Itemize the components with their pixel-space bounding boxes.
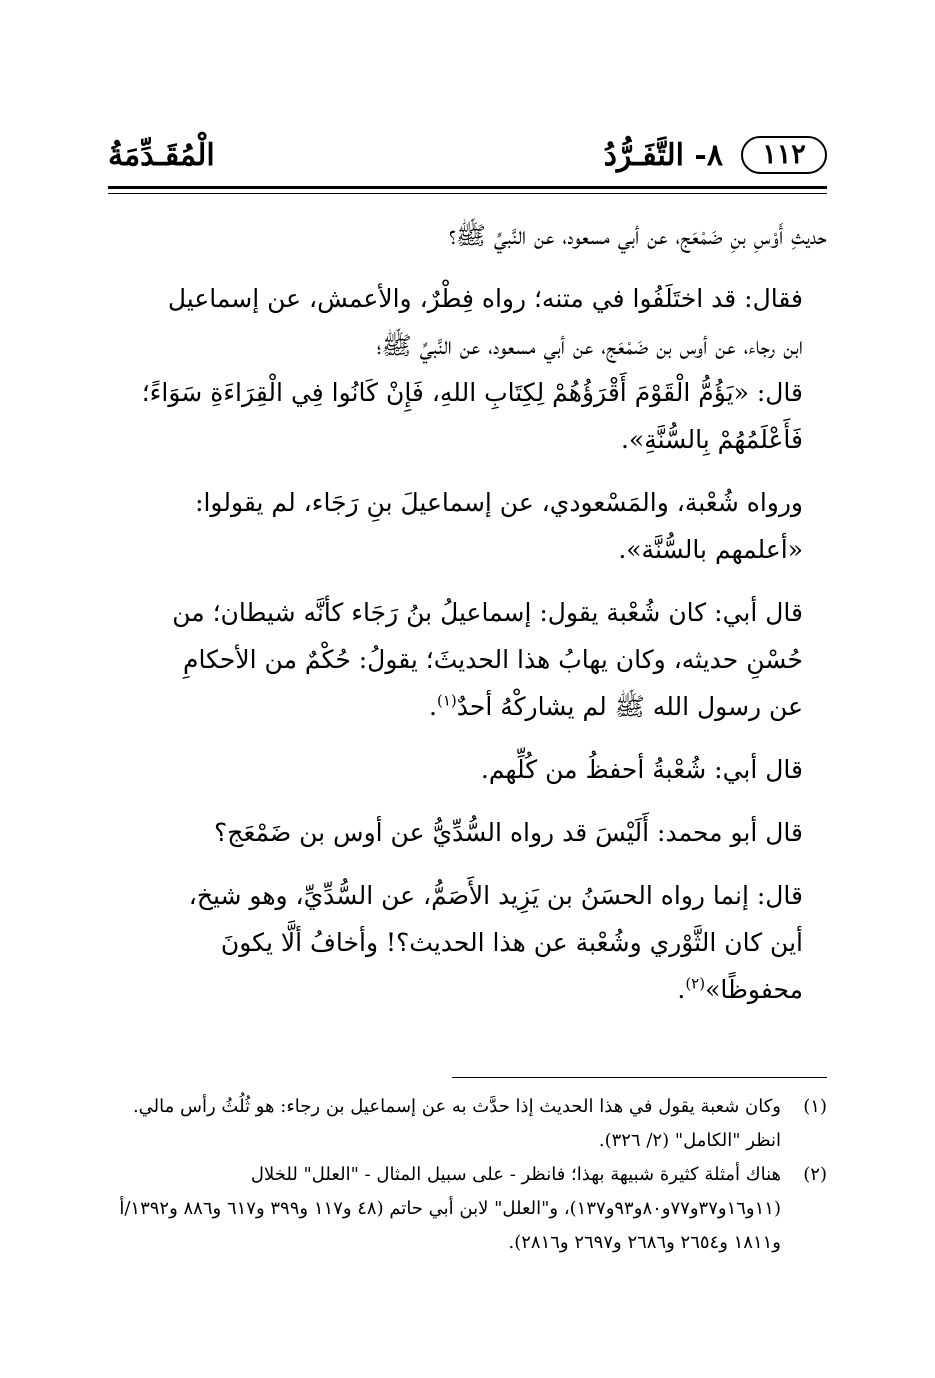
paragraph-6 bbox=[108, 809, 827, 856]
paragraph-3 bbox=[108, 479, 827, 573]
paragraph-4-end: . bbox=[429, 692, 437, 721]
footnote-2-text: هناك أمثلة كثيرة شبيهة بهذا؛ فانظر - على سبيل المثال - "العلل" للخلال (١١و١٦و٣٧و٧٧و٨٠و٩٣و١٣٧)، و"العلل" لابن أبي حاتم (٤٨ و١١٧ و٣٩٩ و٦١٧ و٨٨٦ و١٣٩٢/أ و١٨١١ و٢٦٥٤ و٢٦٨٦ و٢٦٩٧ و٢٨١٦). bbox=[119, 1164, 781, 1253]
paragraph-5-text: قال أبي: شُعْبةُ أحفظُ من كُلِّهم. bbox=[480, 755, 803, 784]
paragraph-3-line-2: «أعلمهم بالسُّنَّة». bbox=[618, 535, 803, 564]
paragraph-3-line-1: ورواه شُعْبة، والمَسْعودي، عن إسماعيلَ بنِ رَجَاء، لم يقولوا: bbox=[195, 488, 803, 517]
footnote-1-text: وكان شعبة يقول في هذا الحديث إذا حدَّث به عن إسماعيل بن رجاء: هو ثُلُثُ رأس مالي. انظر "الكامل" (٢/ ٣٢٦). bbox=[132, 1096, 781, 1151]
paragraph-7 bbox=[108, 872, 827, 1013]
footnote-ref-2: (٢) bbox=[685, 974, 706, 993]
paragraph-7-line-2: أين كان الثَّوْري وشُعْبة عن هذا الحديث؟! وأخافُ ألَّا يكونَ bbox=[220, 928, 803, 957]
footnote-1-number: (١) bbox=[803, 1096, 827, 1117]
header-rule-thin bbox=[108, 193, 827, 194]
paragraph-7-end: . bbox=[677, 975, 686, 1004]
paragraph-2-line-1: فقال: قد اختَلَفُوا في متنه؛ رواه فِطْرٌ، والأعمش، عن إسماعيل bbox=[167, 284, 803, 313]
footnote-separator bbox=[452, 1077, 827, 1078]
footnote-1 bbox=[108, 1090, 827, 1158]
paragraph-1-text: حديثِ أَوْسِ بنِ ضَمْعَج، عن أبي مسعود، عن النَّبيِّ ﷺ؟ bbox=[448, 221, 827, 250]
paragraph-4-line-3 bbox=[108, 683, 827, 730]
book-title: الْمُقَـدِّمَةُ bbox=[108, 138, 215, 173]
paragraph-7-line-1: قال: إنما رواه الحسَنُ بن يَزِيد الأَصَمُّ، عن السُّدِّيِّ، وهو شيخ، bbox=[188, 881, 803, 910]
main-text bbox=[108, 212, 827, 1029]
chapter-title: ٨- التَّفَـرُّدُ bbox=[603, 138, 723, 173]
paragraph-4-line-3-text: عن رسول الله ﷺ لم يشاركْهُ أحدٌ bbox=[456, 692, 803, 721]
paragraph-2 bbox=[108, 275, 827, 463]
page-number-badge: ١١٢ bbox=[741, 136, 827, 174]
footnote-2 bbox=[108, 1158, 827, 1260]
paragraph-7-line-3-text: محفوظًا» bbox=[705, 975, 803, 1004]
paragraph-7-line-3 bbox=[108, 966, 827, 1013]
paragraph-2-line-2: ابن رجاء، عن أوس بن ضَمْعَج، عن أبي مسعود، عن النَّبيِّ ﷺ؛ bbox=[376, 331, 803, 360]
paragraph-5 bbox=[108, 746, 827, 793]
paragraph-4-line-2: حُسْنِ حديثه، وكان يهابُ هذا الحديثَ؛ يقولُ: حُكْمٌ من الأحكامِ bbox=[183, 645, 803, 674]
paragraph-2-line-3: قال: «يَؤُمُّ الْقَوْمَ أَقْرَؤُهُمْ لِكِتَابِ اللهِ، فَإِنْ كَانُوا فِي الْقِرَاءَةِ سَوَاءً؛ bbox=[141, 378, 803, 407]
paragraph-4-line-1: قال أبي: كان شُعْبة يقول: إسماعيلُ بنُ رَجَاء كأنَّه شيطان؛ من bbox=[172, 598, 803, 627]
running-header bbox=[108, 136, 827, 182]
footnotes bbox=[108, 1090, 827, 1260]
header-rule-thick bbox=[108, 186, 827, 189]
paragraph-4 bbox=[108, 589, 827, 730]
paragraph-2-line-4: فَأَعْلَمُهُمْ بِالسُّنَّةِ». bbox=[620, 425, 803, 454]
footnote-2-number: (٢) bbox=[803, 1164, 827, 1185]
paragraph-1 bbox=[108, 212, 827, 259]
paragraph-6-text: قال أبو محمد: أَلَيْسَ قد رواه السُّدِّيُّ عن أوس بن ضَمْعَج؟ bbox=[214, 818, 803, 847]
footnote-ref-1: (١) bbox=[437, 691, 457, 710]
